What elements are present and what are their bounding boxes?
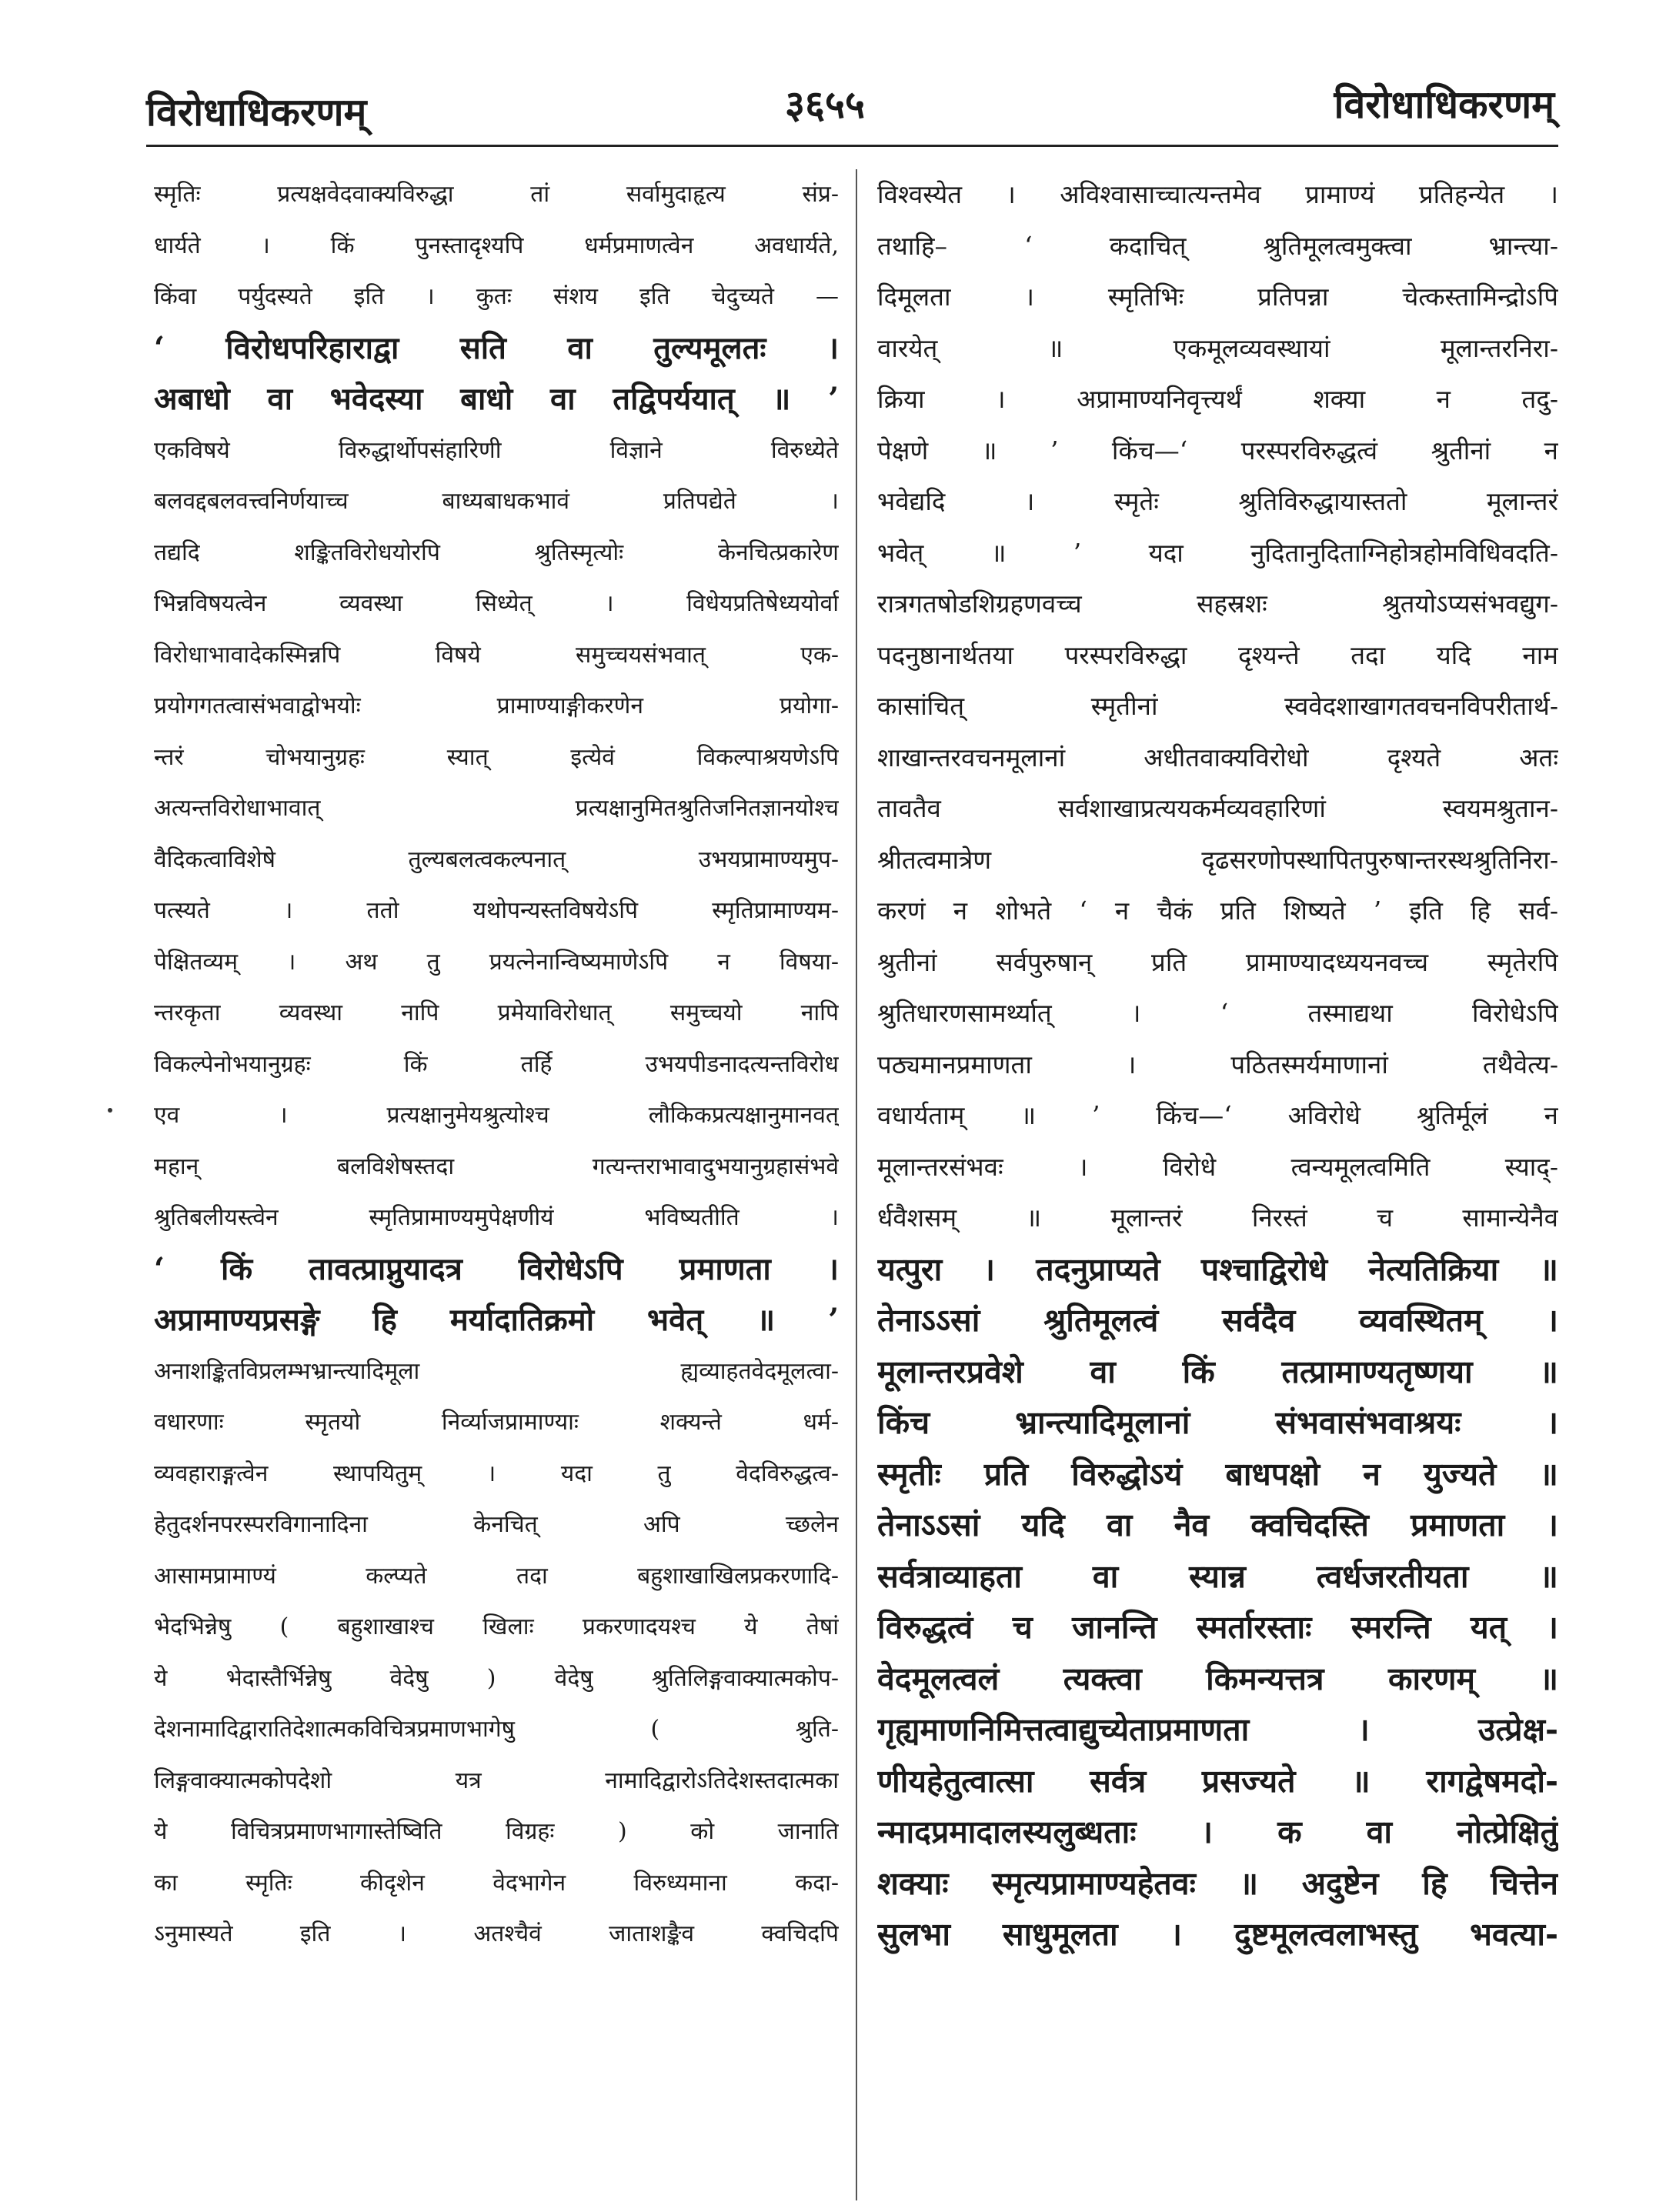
verse-line: ‘ विरोधपरिहाराद्वा सति वा तुल्यमूलतः । <box>154 329 839 366</box>
commentary-line: पेक्षितव्यम् । अथ तु प्रयत्नेनान्विष्यमाणेऽपि न विषया- <box>154 948 839 976</box>
left-column <box>154 169 839 1960</box>
commentary-line: आसामप्रामाण्यं कल्प्यते तदा बहुशाखाखिलप्रकरणादि- <box>154 1562 839 1590</box>
verse-line: णीयहेतुत्वात्सा सर्वत्र प्रसज्यते ॥ रागद्वेषमदो- <box>877 1762 1558 1800</box>
commentary-line: हेतुदर्शनपरस्परविगानादिना केनचित् अपि च्छलेन <box>154 1511 839 1538</box>
commentary-line: मूलान्तरसंभवः । विरोधे त्वन्यमूलत्वमिति स्याद्- <box>877 1151 1558 1182</box>
commentary-line: र्धवैशसम् ॥ मूलान्तरं निरस्तं च सामान्येनैव <box>877 1203 1558 1233</box>
commentary-line: पदनुष्ठानार्थतया परस्परविरुद्धा दृश्यन्ते तदा यदि नाम <box>877 639 1558 670</box>
commentary-line: न्तरकृता व्यवस्था नापि प्रमेयाविरोधात् समुच्चयो नापि <box>154 999 839 1026</box>
commentary-line: विश्वस्येत । अविश्वासाच्चात्यन्तमेव प्रामाण्यं प्रतिहन्येत । <box>877 179 1558 209</box>
commentary-line: न्तरं चोभयानुग्रहः स्यात् इत्येवं विकल्पाश्रयणेऽपि <box>154 743 839 771</box>
commentary-line: शाखान्तरवचनमूलानां अधीतवाक्यविरोधो दृश्यते अतः <box>877 742 1558 772</box>
margin-speck <box>108 1108 112 1113</box>
page-number: ३६५५ <box>785 82 865 127</box>
header-rule <box>146 145 1558 147</box>
commentary-line: भवेद्यदि । स्मृतेः श्रुतिविरुद्धायास्ततो मूलान्तरं <box>877 486 1558 516</box>
verse-line: सर्वत्राव्याहता वा स्यान्न त्वर्धजरतीयता ॥ <box>877 1557 1558 1595</box>
running-title-left: विरोधाधिकरणम् <box>146 89 367 135</box>
commentary-line: पत्स्यते । ततो यथोपन्यस्तविषयेऽपि स्मृतिप्रामाण्यम- <box>154 897 839 924</box>
verse-line: अबाधो वा भवेदस्या बाधो वा तद्विपर्ययात् ॥ ’ <box>154 381 839 417</box>
verse-line: विरुद्धत्वं च जानन्ति स्मर्तारस्ताः स्मरन्ति यत् । <box>877 1609 1558 1646</box>
verse-line: न्मादप्रमादालस्यलुब्धताः । क वा नोत्प्रेक्षितुं <box>877 1813 1558 1850</box>
commentary-line: महान् बलविशेषस्तदा गत्यन्तराभावादुभयानुग्रहासंभवे <box>154 1153 839 1180</box>
commentary-line: वारयेत् ॥ एकमूलव्यवस्थायां मूलान्तरनिरा- <box>877 332 1558 363</box>
commentary-line: दिमूलता । स्मृतिभिः प्रतिपन्ना चेत्कस्तामिन्द्रोऽपि <box>877 282 1558 312</box>
commentary-line: विकल्पेनोभयानुग्रहः किं तर्हि उभयपीडनादत्यन्तविरोध <box>154 1050 839 1078</box>
commentary-line: क्रिया । अप्रामाण्यनिवृत्त्यर्थं शक्या न तदु- <box>877 384 1558 414</box>
verse-line: तेनाऽऽसां यदि वा नैव क्वचिदस्ति प्रमाणता । <box>877 1506 1558 1543</box>
commentary-line: स्मृतिः प्रत्यक्षवेदवाक्यविरुद्धा तां सर्वामुदाहृत्य संप्र- <box>154 181 839 208</box>
commentary-line: पठ्यमानप्रमाणता । पठितस्मर्यमाणानां तथैवेत्य- <box>877 1049 1558 1079</box>
commentary-line: विरोधाभावादेकस्मिन्नपि विषये समुच्चयसंभवात् एक- <box>154 641 839 669</box>
verse-line: स्मृतीः प्रति विरुद्धोऽयं बाधपक्षो न युज्यते ॥ <box>877 1455 1558 1493</box>
commentary-line: लिङ्गवाक्यात्मकोपदेशो यत्र नामादिद्वारोऽतिदेशस्तदात्मका <box>154 1767 839 1794</box>
commentary-line: व्यवहाराङ्गत्वेन स्थापयितुम् । यदा तु वेदविरुद्धत्व- <box>154 1460 839 1487</box>
verse-line: मूलान्तरप्रवेशे वा किं तत्प्रामाण्यतृष्णया ॥ <box>877 1353 1558 1390</box>
commentary-line: तावतैव सर्वशाखाप्रत्ययकर्मव्यवहारिणां स्वयमश्रुतान- <box>877 793 1558 823</box>
commentary-line: तथाहि– ‘ कदाचित् श्रुतिमूलत्वमुक्त्वा भ्रान्त्या- <box>877 230 1558 261</box>
running-title-right: विरोधाधिकरणम् <box>1334 82 1554 127</box>
commentary-line: वधारणाः स्मृतयो निर्व्याजप्रामाण्याः शक्यन्ते धर्म- <box>154 1409 839 1436</box>
commentary-line: किंवा पर्युदस्यते इति । कुतः संशय इति चेदुच्यते — <box>154 283 839 310</box>
page-header <box>146 77 1554 138</box>
commentary-line: भेदभिन्नेषु ( बहुशाखाश्च खिलाः प्रकरणादयश्च ये तेषां <box>154 1613 839 1640</box>
commentary-line: श्रुतिबलीयस्त्वेन स्मृतिप्रामाण्यमुपेक्षणीयं भविष्यतीति । <box>154 1204 839 1231</box>
commentary-line: अत्यन्तविरोधाभावात् प्रत्यक्षानुमितश्रुतिजनितज्ञानयोश्च <box>154 795 839 822</box>
right-column <box>877 169 1558 1960</box>
commentary-line: तद्यदि शङ्कितविरोधयोरपि श्रुतिस्मृत्योः केनचित्प्रकारेण <box>154 539 839 566</box>
commentary-line: एकविषये विरुद्धार्थोपसंहारिणी विज्ञाने विरुध्येते <box>154 436 839 464</box>
commentary-line: ये विचित्रप्रमाणभागास्तेष्विति विग्रहः ) को जानाति <box>154 1818 839 1845</box>
commentary-line: श्रीतत्वमात्रेण दृढसरणोपस्थापितपुरुषान्तरस्थश्रुतिनिरा- <box>877 844 1558 875</box>
commentary-line: एव । प्रत्यक्षानुमेयश्रुत्योश्च लौकिकप्रत्यक्षानुमानवत् <box>154 1102 839 1129</box>
commentary-line: ये भेदास्तैर्भिन्नेषु वेदेषु ) वेदेषु श्रुतिलिङ्गवाक्यात्मकोप- <box>154 1664 839 1692</box>
commentary-line: भवेत् ॥ ’ यदा नुदितानुदिताग्निहोत्रहोमविधिवदति- <box>877 537 1558 568</box>
verse-line: तेनाऽऽसां श्रुतिमूलत्वं सर्वदैव व्यवस्थितम् । <box>877 1302 1558 1339</box>
commentary-line: देशनामादिद्वारातिदेशात्मकविचित्रप्रमाणभागेषु ( श्रुति- <box>154 1716 839 1743</box>
verse-line: ‘ किं तावत्प्राप्नुयादत्र विरोधेऽपि प्रमाणता । <box>154 1250 839 1287</box>
column-divider <box>856 169 857 2200</box>
verse-line: वेदमूलत्वलं त्यक्त्वा किमन्यत्तत्र कारणम् ॥ <box>877 1660 1558 1697</box>
verse-line: सुलभा साधुमूलता । दुष्टमूलत्वलाभस्तु भवत्या- <box>877 1916 1558 1953</box>
commentary-line: प्रयोगगतत्वासंभवाद्वोभयोः प्रामाण्याङ्गीकरणेन प्रयोगा- <box>154 692 839 719</box>
verse-line: किंच भ्रान्त्यादिमूलानां संभवासंभवाश्रयः । <box>877 1404 1558 1441</box>
verse-line: गृह्यमाणनिमित्तत्वाद्युच्येताप्रमाणता । उत्प्रेक्ष- <box>877 1711 1558 1748</box>
commentary-line: करणं न शोभते ‘ न चैकं प्रति शिष्यते ’ इति हि सर्व- <box>877 896 1558 926</box>
commentary-line: का स्मृतिः कीदृशेन वेदभागेन विरुध्यमाना कदा- <box>154 1869 839 1897</box>
verse-line: शक्याः स्मृत्यप्रामाण्यहेतवः ॥ अदुष्टेन हि चित्तेन <box>877 1864 1558 1902</box>
commentary-line: वैदिकत्वाविशेषे तुल्यबलत्वकल्पनात् उभयप्रामाण्यमुप- <box>154 846 839 873</box>
verse-line: अप्रामाण्यप्रसङ्गे हि मर्यादातिक्रमो भवेत् ॥ ’ <box>154 1302 839 1338</box>
verse-line: यत्पुरा । तदनुप्राप्यते पश्चाद्विरोधे नेत्यतिक्रिया ॥ <box>877 1250 1558 1288</box>
commentary-line: वधार्यताम् ॥ ’ किंच—‘ अविरोधे श्रुतिर्मूलं न <box>877 1100 1558 1130</box>
commentary-line: ऽनुमास्यते इति । अतश्चैवं जाताशङ्कैव क्वचिदपि <box>154 1920 839 1947</box>
commentary-line: भिन्नविषयत्वेन व्यवस्था सिध्येत् । विधेयप्रतिषेध्ययोर्वा <box>154 590 839 617</box>
commentary-line: धार्यते । किं पुनस्तादृश्यपि धर्मप्रमाणत्वेन अवधार्यते, <box>154 232 839 259</box>
commentary-line: श्रुतीनां सर्वपुरुषान् प्रति प्रामाण्यादध्ययनवच्च स्मृतेरपि <box>877 946 1558 977</box>
commentary-line: पेक्षणे ॥ ’ किंच—‘ परस्परविरुद्धत्वं श्रुतीनां न <box>877 435 1558 465</box>
commentary-line: बलवद्दबलवत्त्वनिर्णयाच्च बाध्यबाधकभावं प्रतिपद्येते । <box>154 488 839 515</box>
commentary-line: रात्रगतषोडशिग्रहणवच्च सहस्रशः श्रुतयोऽप्यसंभवद्युग- <box>877 589 1558 619</box>
commentary-line: कासांचित् स्मृतीनां स्ववेदशाखागतवचनविपरीतार्थ- <box>877 691 1558 721</box>
commentary-line: अनाशङ्कितविप्रलम्भभ्रान्त्यादिमूला ह्यव्याहतवेदमूलत्वा- <box>154 1357 839 1385</box>
commentary-line: श्रुतिधारणसामर्थ्यात् । ‘ तस्माद्यथा विरोधेऽपि <box>877 998 1558 1028</box>
